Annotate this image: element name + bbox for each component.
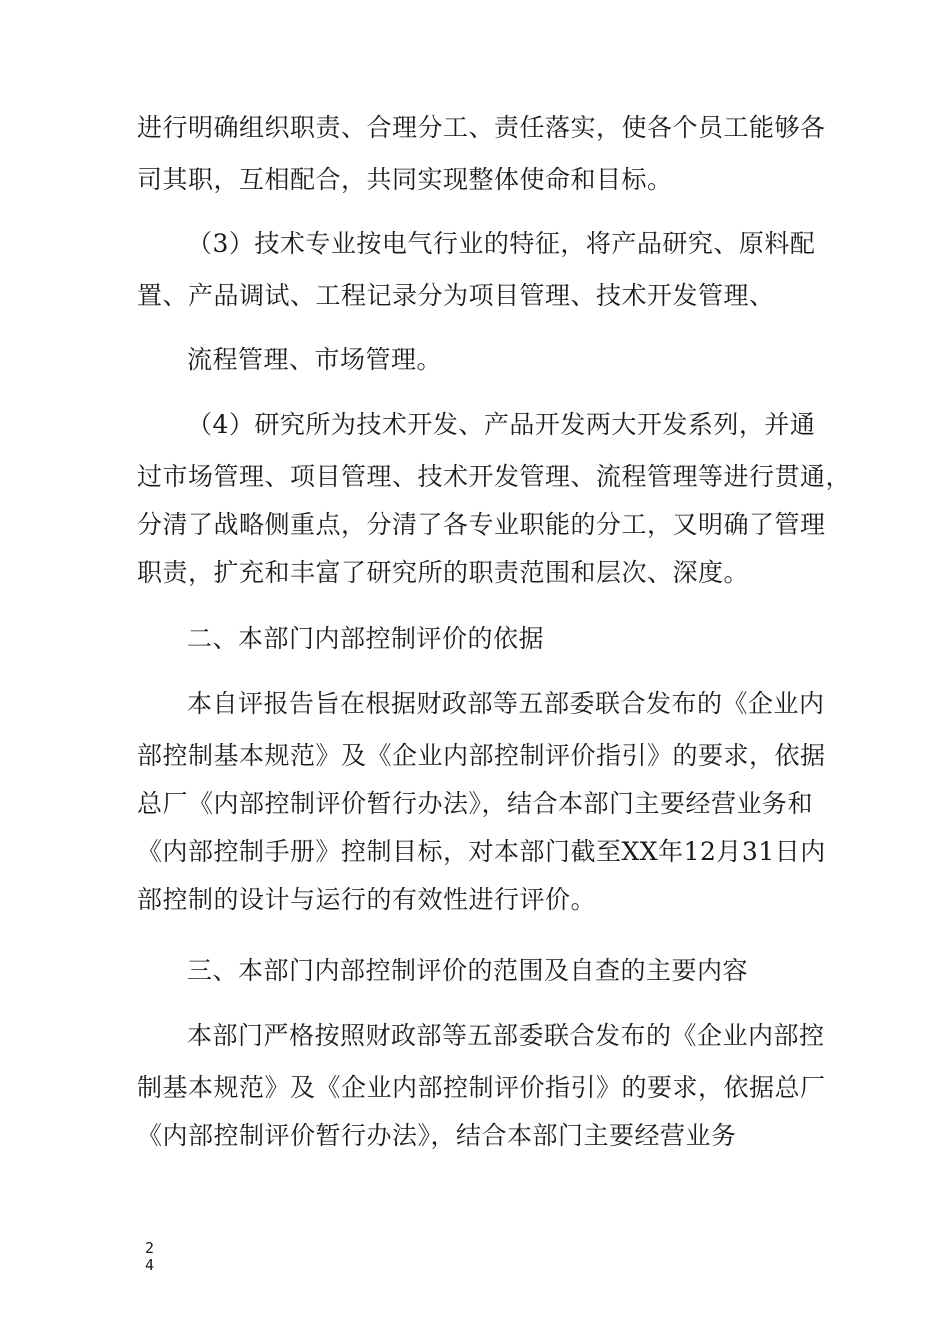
body-text-line: 部控制的设计与运行的有效性进行评价。 xyxy=(137,885,597,914)
section-heading: 二、本部门内部控制评价的依据 xyxy=(187,624,545,653)
body-text-line: 制基本规范》及《企业内部控制评价指引》的要求，依据总厂 xyxy=(137,1073,826,1102)
body-text-line: 职责，扩充和丰富了研究所的职责范围和层次、深度。 xyxy=(137,558,750,587)
body-text-line: （3）技术专业按电气行业的特征，将产品研究、原料配 xyxy=(187,229,816,258)
section-heading: 三、本部门内部控制评价的范围及自查的主要内容 xyxy=(187,956,749,985)
body-text-line: 《内部控制评价暂行办法》，结合本部门主要经营业务 xyxy=(137,1121,737,1150)
body-text-line: 司其职，互相配合，共同实现整体使命和目标。 xyxy=(137,165,673,194)
body-text-line: （4）研究所为技术开发、产品开发两大开发系列，并通 xyxy=(187,410,816,439)
page-number: 24 xyxy=(145,1239,159,1274)
body-text-line: 过市场管理、项目管理、技术开发管理、流程管理等进行贯通， xyxy=(137,462,852,491)
body-text-line: 流程管理、市场管理。 xyxy=(187,345,443,374)
body-text-line: 《内部控制手册》控制目标，对本部门截至XX年12月31日内 xyxy=(137,837,826,866)
body-text-line: 总厂《内部控制评价暂行办法》，结合本部门主要经营业务和 xyxy=(137,789,814,818)
body-text-line: 进行明确组织职责、合理分工、责任落实，使各个员工能够各 xyxy=(137,113,826,142)
body-text-line: 分清了战略侧重点，分清了各专业职能的分工，又明确了管理 xyxy=(137,510,826,539)
body-text-line: 部控制基本规范》及《企业内部控制评价指引》的要求，依据 xyxy=(137,741,826,770)
body-text-line: 置、产品调试、工程记录分为项目管理、技术开发管理、 xyxy=(137,281,775,310)
body-text-line: 本自评报告旨在根据财政部等五部委联合发布的《企业内 xyxy=(187,689,825,718)
body-text-line: 本部门严格按照财政部等五部委联合发布的《企业内部控 xyxy=(187,1021,825,1050)
